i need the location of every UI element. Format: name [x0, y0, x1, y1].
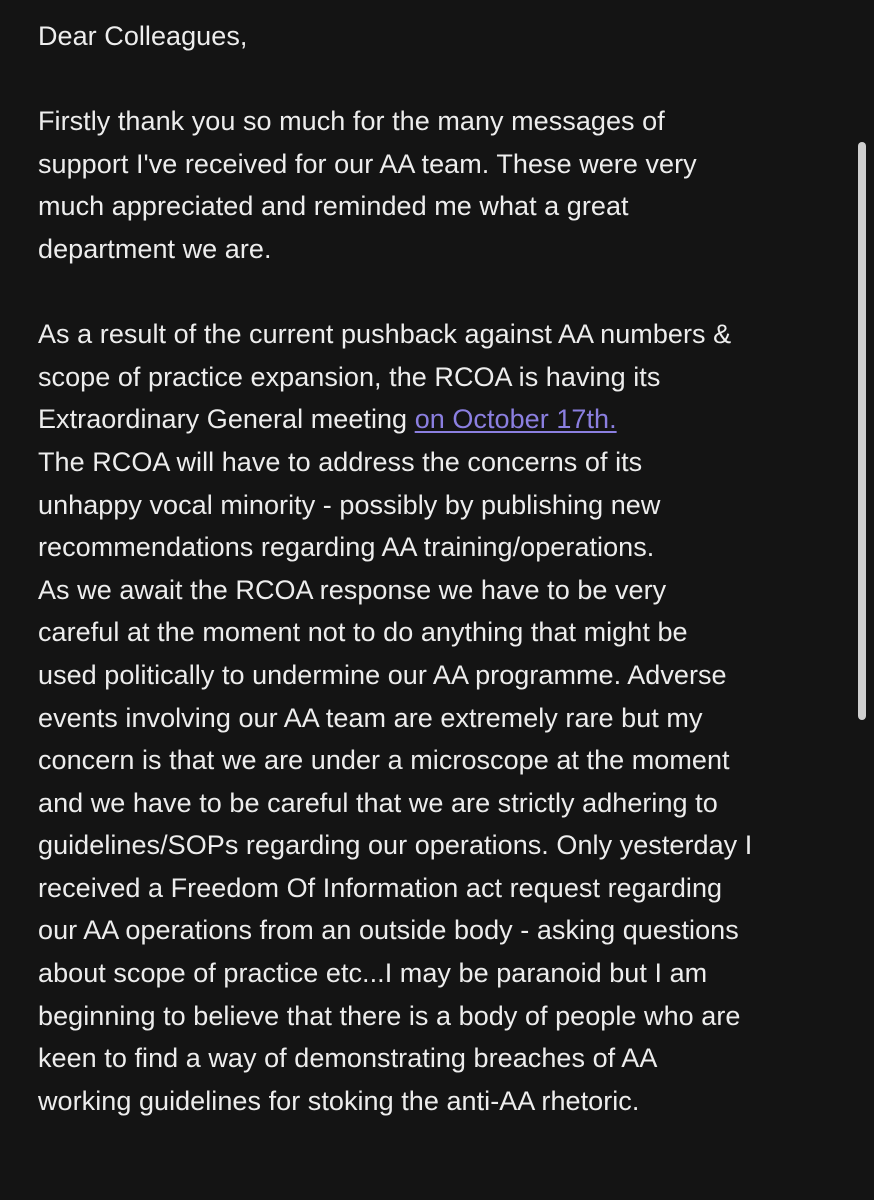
meeting-date-link[interactable]: on October 17th.	[414, 404, 617, 435]
text-line: received a Freedom Of Information act request regarding	[38, 872, 723, 903]
text-line: our AA operations from an outside body - asking questions	[38, 915, 739, 946]
text-line: As a result of the current pushback against AA numbers &	[38, 319, 732, 350]
text-line: support I've received for our AA team. These were very	[38, 148, 697, 179]
text-line: recommendations regarding AA training/operations.	[38, 532, 655, 563]
text-line: working guidelines for stoking the anti-AA rhetoric.	[38, 1085, 640, 1116]
text-segment: Extraordinary General meeting	[38, 404, 415, 435]
email-paragraph-thanks	[38, 100, 853, 270]
email-body	[38, 15, 853, 1122]
text-line: scope of practice expansion, the RCOA is having its	[38, 361, 661, 392]
text-line: unhappy vocal minority - possibly by publishing new	[38, 489, 661, 520]
text-line: department we are.	[38, 233, 272, 264]
paragraph-spacer	[38, 58, 853, 101]
text-line: The RCOA will have to address the concerns of its	[38, 446, 643, 477]
text-line: much appreciated and reminded me what a great	[38, 191, 629, 222]
text-line: concern is that we are under a microscope at the moment	[38, 745, 730, 776]
text-line: and we have to be careful that we are strictly adhering to	[38, 787, 718, 818]
text-line: As we await the RCOA response we have to be very	[38, 574, 667, 605]
text-line-with-link	[38, 398, 853, 441]
text-line: used politically to undermine our AA programme. Adverse	[38, 659, 727, 690]
greeting-text: Dear Colleagues,	[38, 21, 248, 51]
text-line: events involving our AA team are extremely rare but my	[38, 702, 703, 733]
text-line: keen to find a way of demonstrating breaches of AA	[38, 1043, 658, 1074]
email-greeting	[38, 15, 853, 58]
text-line: careful at the moment not to do anything that might be	[38, 617, 688, 648]
scrollbar-thumb[interactable]	[858, 142, 866, 720]
text-line: Firstly thank you so much for the many messages of	[38, 106, 665, 137]
text-line: beginning to believe that there is a body of people who are	[38, 1000, 741, 1031]
paragraph-spacer	[38, 271, 853, 314]
text-line: guidelines/SOPs regarding our operations. Only yesterday I	[38, 830, 753, 861]
text-line: about scope of practice etc...I may be paranoid but I am	[38, 958, 708, 989]
email-paragraph-rcoa	[38, 313, 853, 1122]
